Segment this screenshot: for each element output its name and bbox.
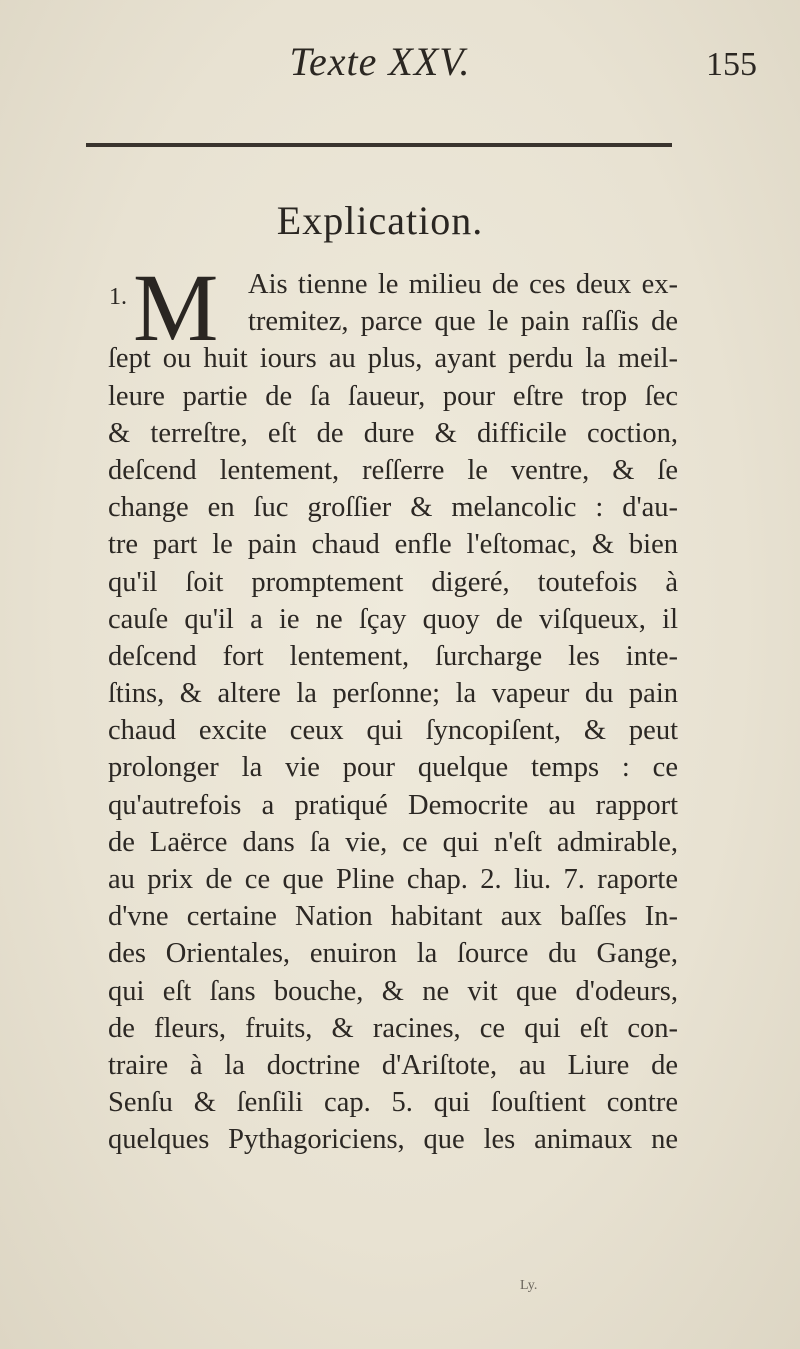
text-line: qu'autrefois a pratiqué Democrite au rapport xyxy=(108,789,678,821)
text-line: traire à la doctrine d'Ariſtote, au Liure de xyxy=(108,1049,678,1081)
running-head xyxy=(0,38,800,98)
text-line: cauſe qu'il a ie ne ſçay quoy de viſqueux, il xyxy=(108,603,678,635)
text-line: ſtins, & altere la perſonne; la vapeur du pain xyxy=(108,678,678,710)
body-text xyxy=(108,254,678,1159)
text-line: & terreſtre, eſt de dure & difficile coction, xyxy=(108,417,678,449)
text-line: leure partie de ſa ſaueur, pour eſtre trop ſec xyxy=(108,380,678,412)
text-line: Ais tienne le milieu de ces deux ex- xyxy=(248,269,678,300)
text-line: deſcend lentement, reſſerre le ventre, & ſe xyxy=(108,454,678,486)
text-line: Senſu & ſenſili cap. 5. qui ſouſtient contre xyxy=(108,1087,678,1119)
text-line: quelques Pythagoriciens, que les animaux ne xyxy=(108,1124,678,1156)
text-line: d'vne certaine Nation habitant aux baſſes In- xyxy=(108,901,678,933)
text-line: qu'il ſoit promptement digeré, toutefois à xyxy=(108,566,678,598)
text-line: tremitez, parce que le pain raſſis de xyxy=(248,306,678,338)
page-number: 155 xyxy=(706,46,757,83)
text-line: change en ſuc groſſier & melancolic : d'au- xyxy=(108,492,678,524)
text-line: de fleurs, fruits, & racines, ce qui eſt con- xyxy=(108,1012,678,1044)
running-title: Texte XXV. xyxy=(289,39,471,84)
text-line: des Orientales, enuiron la ſource du Gange, xyxy=(108,938,678,970)
header-rule xyxy=(86,143,672,147)
text-line: de Laërce dans ſa vie, ce qui n'eſt admirable, xyxy=(108,826,678,858)
text-line: chaud excite ceux qui ſyncopiſent, & peut xyxy=(108,715,678,747)
section-title: Explication. xyxy=(276,198,484,243)
footer-mark: Ly. xyxy=(520,1278,538,1293)
text-line: tre part le pain chaud enfle l'eſtomac, & bien xyxy=(108,529,678,561)
text-line: ſept ou huit iours au plus, ayant perdu la meil- xyxy=(108,343,678,375)
text-line: qui eſt ſans bouche, & ne vit que d'odeurs, xyxy=(108,975,678,1007)
text-line: prolonger la vie pour quelque temps : ce xyxy=(108,752,678,784)
text-line: deſcend fort lentement, ſurcharge les inte- xyxy=(108,640,678,672)
drop-cap: M xyxy=(133,254,219,361)
paragraph-number: 1. xyxy=(109,284,127,310)
text-line: au prix de ce que Pline chap. 2. liu. 7. raporte xyxy=(108,864,678,895)
